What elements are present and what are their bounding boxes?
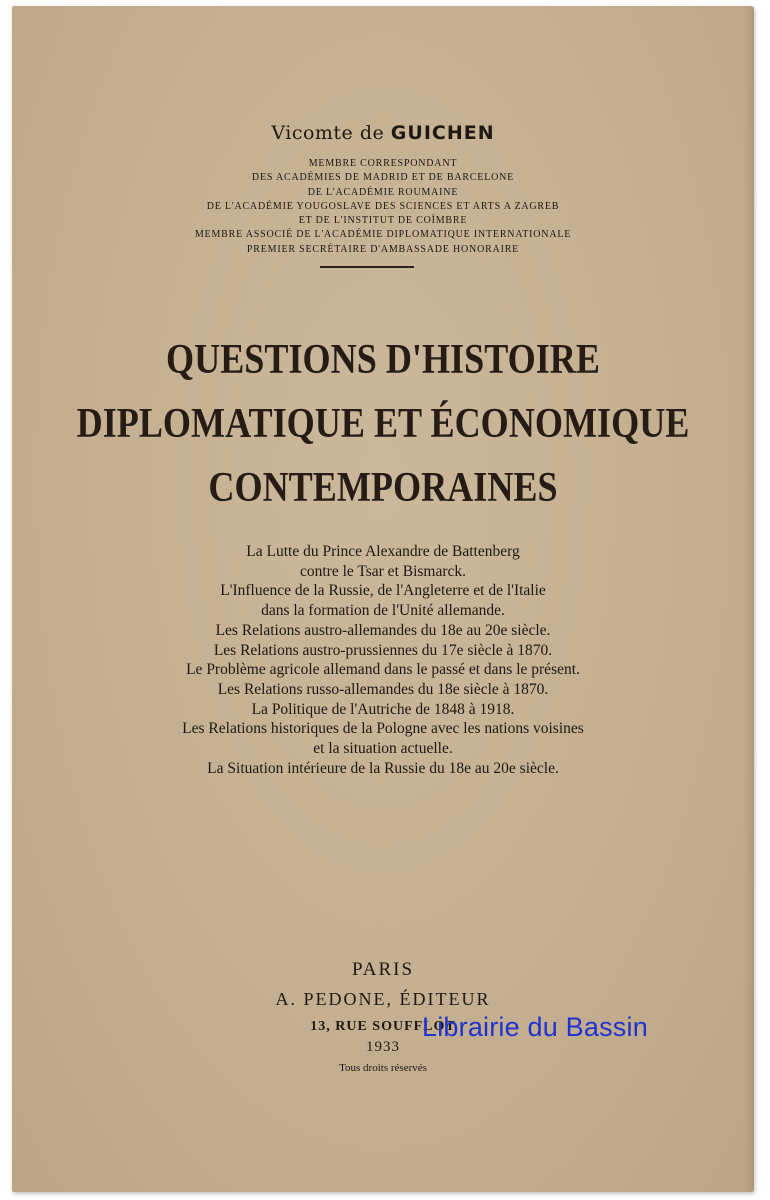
topic-line: dans la formation de l'Unité allemande. xyxy=(261,602,505,620)
author-surname: GUICHEN xyxy=(390,122,495,144)
topic-line: La Situation intérieure de la Russie du 18e au 20e siècle. xyxy=(207,759,559,777)
credential-line: DE L'ACADÉMIE ROUMAINE xyxy=(307,186,459,198)
credential-line: DE L'ACADÉMIE YOUGOSLAVE DES SCIENCES ET ARTS A ZAGREB xyxy=(206,200,560,212)
bookseller-watermark: Librairie du Bassin xyxy=(422,1012,648,1042)
credential-line: MEMBRE CORRESPONDANT xyxy=(308,158,458,169)
topic-line: Les Relations austro-allemandes du 18e au 20e siècle. xyxy=(215,621,551,639)
author-prefix: Vicomte de xyxy=(271,122,385,144)
topic-line: La Lutte du Prince Alexandre de Battenberg xyxy=(246,543,520,560)
book-cover xyxy=(12,6,754,1192)
credential-line: DES ACADÉMIES DE MADRID ET DE BARCELONE xyxy=(251,172,515,184)
contents-list xyxy=(12,542,754,778)
imprint-address: 13, RUE SOUFFLOT xyxy=(310,1019,456,1034)
topic-line: La Politique de l'Autriche de 1848 à 1918. xyxy=(251,700,515,718)
author-credentials xyxy=(12,157,754,257)
credential-line: ET DE L'INSTITUT DE COÏMBRE xyxy=(298,215,468,227)
title-line: QUESTIONS D'HISTOIRE xyxy=(166,337,600,383)
imprint-city: PARIS xyxy=(351,959,415,980)
topic-line: Les Relations russo-allemandes du 18e siècle à 1870. xyxy=(217,680,549,698)
topic-line: Les Relations historiques de la Pologne avec les nations voisines xyxy=(182,720,584,738)
topic-line: Les Relations austro-prussiennes du 17e siècle à 1870. xyxy=(213,641,553,659)
book-title xyxy=(64,328,702,520)
imprint-publisher: A. PEDONE, ÉDITEUR xyxy=(275,989,491,1009)
title-line: CONTEMPORAINES xyxy=(208,465,558,511)
topic-line: Le Problème agricole allemand dans le passé et dans le présent. xyxy=(186,661,580,679)
topic-line: et la situation actuelle. xyxy=(313,740,453,758)
imprint-year: 1933 xyxy=(366,1039,400,1055)
author-line xyxy=(12,122,754,144)
topic-line: L'Influence de la Russie, de l'Angleterre et de l'Italie xyxy=(220,582,546,600)
title-line: DIPLOMATIQUE ET ÉCONOMIQUE xyxy=(76,401,690,447)
credential-line: MEMBRE ASSOCIÉ DE L'ACADÉMIE DIPLOMATIQUE INTERNATIONALE xyxy=(194,229,572,241)
credential-line: PREMIER SECRÉTAIRE D'AMBASSADE HONORAIRE xyxy=(246,243,520,255)
divider-rule xyxy=(320,266,414,268)
imprint-rights: Tous droits réservés xyxy=(339,1062,427,1074)
topic-line: contre le Tsar et Bismarck. xyxy=(299,562,467,580)
